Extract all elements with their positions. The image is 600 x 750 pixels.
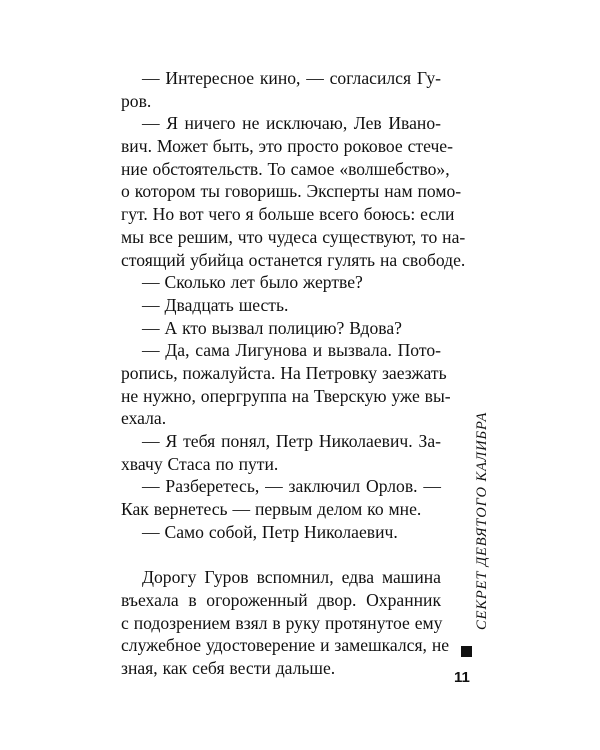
text-line: ропись, пожалуйста. На Петровку заезжать — [121, 362, 447, 383]
text-line: ехала. — [121, 408, 167, 429]
section-break — [121, 543, 441, 566]
text-line: Как вернетесь — первым делом ко мне. — [121, 499, 422, 520]
text-line: — Двадцать шесть. — [142, 294, 289, 315]
page-number: 11 — [454, 669, 470, 686]
text-line: въехала в огороженный двор. Охранник — [121, 589, 441, 610]
text-line: с подозрением взял в руку протянутое ему — [121, 612, 443, 633]
text-line: ние обстоятельств. То самое «волшебство», — [121, 158, 450, 179]
text-line: — Я ничего не исключаю, Лев Ивано- — [142, 113, 441, 134]
text-line: — Интересное кино, — согласился Гу- — [142, 68, 441, 88]
text-line: гут. Но вот чего я больше всего боюсь: если — [121, 204, 455, 225]
text-line: — А кто вызвал полицию? Вдова? — [142, 317, 402, 338]
page-text — [121, 67, 466, 680]
text-line: — Да, сама Лигунова и вызвала. Пото- — [142, 340, 441, 361]
text-line: мы все решим, что чудеса существуют, то на- — [121, 226, 466, 247]
text-line: о котором ты говоришь. Эксперты нам помо- — [121, 181, 462, 202]
text-line: ров. — [121, 90, 152, 111]
text-line: не нужно, опергруппа на Тверскую уже вы- — [121, 385, 451, 406]
text-line: хвачу Стаса по пути. — [121, 453, 279, 474]
text-line: — Разберетесь, — заключил Орлов. — — [142, 476, 441, 497]
running-head: СЕКРЕТ ДЕВЯТОГО КАЛИБРА — [474, 411, 490, 630]
text-line: — Само собой, Петр Николаевич. — [142, 521, 398, 542]
text-line: стоящий убийца останется гулять на свободе. — [121, 249, 466, 270]
text-line: — Сколько лет было жертве? — [142, 272, 363, 293]
text-line: служебное удостоверение и замешкался, не — [121, 635, 450, 656]
text-line: Дорогу Гуров вспомнил, едва машина — [142, 567, 441, 588]
text-line: зная, как себя вести дальше. — [121, 657, 336, 678]
text-line: вич. Может быть, это просто роковое стече- — [121, 136, 453, 157]
section-marker — [461, 646, 472, 657]
text-line: — Я тебя понял, Петр Николаевич. За- — [142, 431, 441, 451]
